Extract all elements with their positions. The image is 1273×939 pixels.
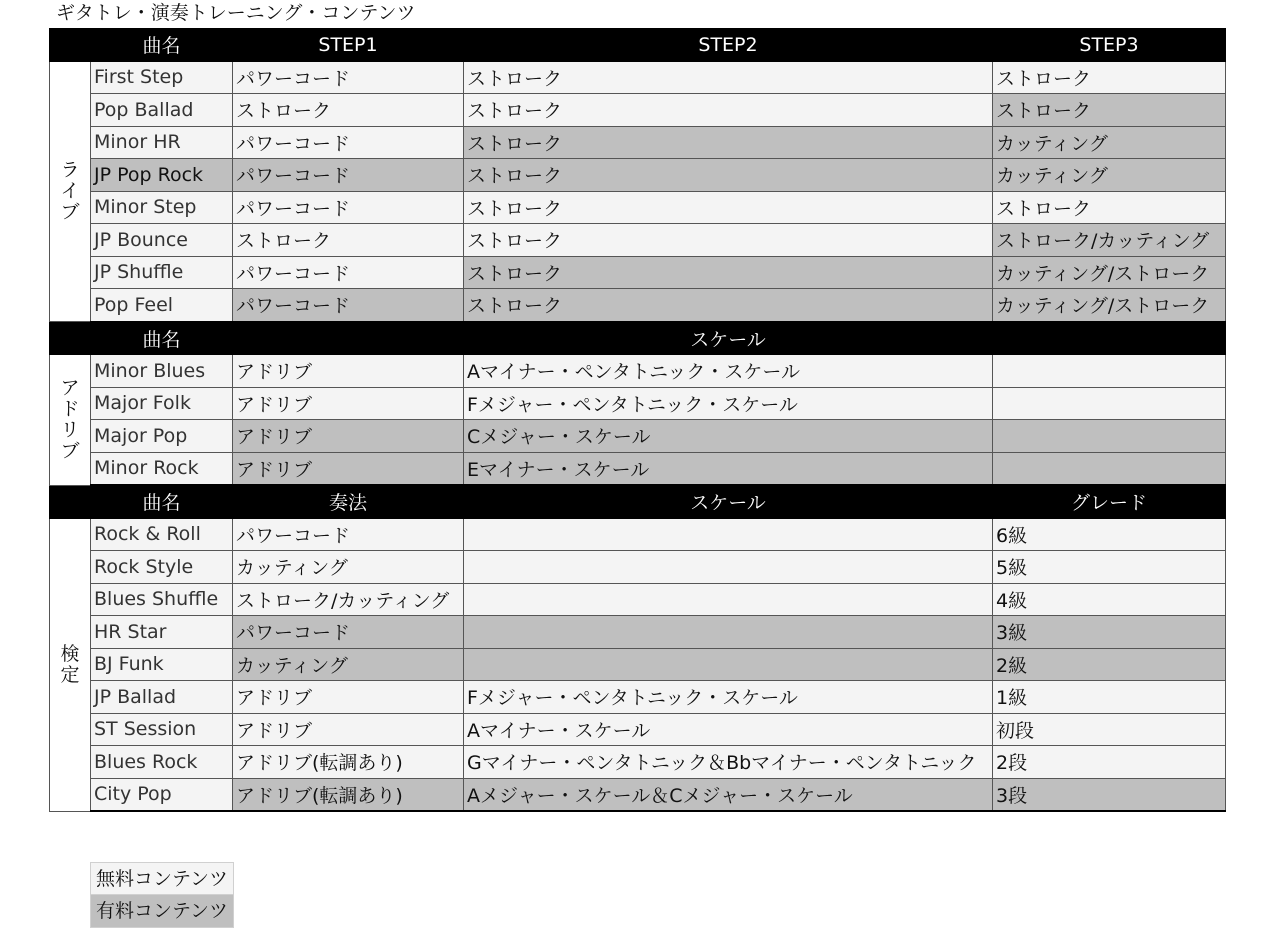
table-row [50, 289, 1226, 322]
group-label-text: アドリブ [60, 376, 80, 462]
col1-cell: パワーコード [233, 518, 464, 551]
col3-cell: 3段 [993, 778, 1226, 811]
col3-cell [993, 387, 1226, 420]
song-name-cell: BJ Funk [91, 648, 233, 681]
col3-cell [993, 452, 1226, 485]
table-row [50, 355, 1226, 388]
col2-cell: ストローク [464, 191, 993, 224]
table-row [50, 616, 1226, 649]
song-name-cell: Blues Rock [91, 746, 233, 779]
col3-cell: ストローク/カッティング [993, 224, 1226, 257]
col1-cell: パワーコード [233, 256, 464, 289]
col3-cell: 1級 [993, 681, 1226, 714]
col2-cell: Aマイナー・スケール [464, 713, 993, 746]
col1-cell: アドリブ(転調あり) [233, 746, 464, 779]
song-name-cell: JP Ballad [91, 681, 233, 714]
table-row [50, 713, 1226, 746]
song-name-cell: Major Folk [91, 387, 233, 420]
col1-cell: アドリブ [233, 713, 464, 746]
header-col1: 奏法 [233, 485, 464, 518]
table-row [50, 452, 1226, 485]
song-name-cell: JP Shuffle [91, 256, 233, 289]
col2-cell: Gマイナー・ペンタトニック＆Bbマイナー・ペンタトニック [464, 746, 993, 779]
table-row [50, 681, 1226, 714]
song-name-cell: Minor Step [91, 191, 233, 224]
col1-cell: ストローク/カッティング [233, 583, 464, 616]
song-name-cell: Minor Blues [91, 355, 233, 388]
col2-cell: ストローク [464, 224, 993, 257]
col2-cell: ストローク [464, 126, 993, 159]
header-col3 [993, 322, 1226, 355]
header-col1 [233, 322, 464, 355]
header-song: 曲名 [91, 485, 233, 518]
legend [90, 862, 234, 928]
col3-cell: カッティング [993, 159, 1226, 192]
table-row [50, 224, 1226, 257]
table-row [50, 518, 1226, 551]
col3-cell: ストローク [993, 191, 1226, 224]
content-table-body [50, 29, 1226, 812]
legend-free: 無料コンテンツ [90, 862, 234, 895]
song-name-cell: City Pop [91, 778, 233, 811]
header-col2: スケール [464, 485, 993, 518]
col1-cell: アドリブ [233, 387, 464, 420]
group-label [50, 61, 91, 322]
header-corner [50, 485, 91, 518]
song-name-cell: Rock & Roll [91, 518, 233, 551]
table-row [50, 61, 1226, 94]
header-song: 曲名 [91, 322, 233, 355]
table-row [50, 746, 1226, 779]
header-col2: STEP2 [464, 29, 993, 62]
header-col3: STEP3 [993, 29, 1226, 62]
col1-cell: パワーコード [233, 159, 464, 192]
legend-paid: 有料コンテンツ [90, 895, 234, 928]
col1-cell: パワーコード [233, 61, 464, 94]
col1-cell: カッティング [233, 551, 464, 584]
section-header-row [50, 322, 1226, 355]
col2-cell: Aマイナー・ペンタトニック・スケール [464, 355, 993, 388]
col3-cell: ストローク [993, 94, 1226, 127]
header-corner [50, 322, 91, 355]
section-header-row [50, 29, 1226, 62]
song-name-cell: Blues Shuffle [91, 583, 233, 616]
song-name-cell: Major Pop [91, 420, 233, 453]
col1-cell: ストローク [233, 94, 464, 127]
header-col2: スケール [464, 322, 993, 355]
col1-cell: アドリブ [233, 420, 464, 453]
song-name-cell: ST Session [91, 713, 233, 746]
col1-cell: アドリブ [233, 452, 464, 485]
col2-cell: ストローク [464, 61, 993, 94]
header-corner [50, 29, 91, 62]
table-row [50, 648, 1226, 681]
col1-cell: アドリブ(転調あり) [233, 778, 464, 811]
group-label [50, 355, 91, 486]
col2-cell: ストローク [464, 256, 993, 289]
col2-cell: ストローク [464, 159, 993, 192]
col1-cell: カッティング [233, 648, 464, 681]
col2-cell [464, 648, 993, 681]
col1-cell: アドリブ [233, 681, 464, 714]
col3-cell [993, 420, 1226, 453]
col2-cell: Fメジャー・ペンタトニック・スケール [464, 681, 993, 714]
song-name-cell: HR Star [91, 616, 233, 649]
col1-cell: パワーコード [233, 616, 464, 649]
col3-cell: 4級 [993, 583, 1226, 616]
header-song: 曲名 [91, 29, 233, 62]
col3-cell: カッティング [993, 126, 1226, 159]
table-row [50, 420, 1226, 453]
content-table [49, 28, 1226, 812]
col1-cell: パワーコード [233, 191, 464, 224]
col1-cell: アドリブ [233, 355, 464, 388]
col1-cell: パワーコード [233, 289, 464, 322]
col3-cell: カッティング/ストローク [993, 256, 1226, 289]
table-row [50, 256, 1226, 289]
group-label [50, 518, 91, 811]
col2-cell [464, 551, 993, 584]
table-row [50, 126, 1226, 159]
col2-cell: Fメジャー・ペンタトニック・スケール [464, 387, 993, 420]
group-label-text: ライブ [60, 158, 80, 223]
col3-cell: 6級 [993, 518, 1226, 551]
header-col1: STEP1 [233, 29, 464, 62]
table-row [50, 159, 1226, 192]
song-name-cell: First Step [91, 61, 233, 94]
song-name-cell: Minor HR [91, 126, 233, 159]
col1-cell: ストローク [233, 224, 464, 257]
col1-cell: パワーコード [233, 126, 464, 159]
col2-cell [464, 616, 993, 649]
table-row [50, 778, 1226, 811]
table-row [50, 191, 1226, 224]
col3-cell: 初段 [993, 713, 1226, 746]
table-row [50, 551, 1226, 584]
col3-cell: 2段 [993, 746, 1226, 779]
table-row [50, 387, 1226, 420]
song-name-cell: Pop Ballad [91, 94, 233, 127]
col2-cell: Cメジャー・スケール [464, 420, 993, 453]
col2-cell [464, 518, 993, 551]
col2-cell: Eマイナー・スケール [464, 452, 993, 485]
col2-cell [464, 583, 993, 616]
col2-cell: ストローク [464, 94, 993, 127]
col2-cell: Aメジャー・スケール＆Cメジャー・スケール [464, 778, 993, 811]
col3-cell: ストローク [993, 61, 1226, 94]
song-name-cell: Minor Rock [91, 452, 233, 485]
col3-cell: 5級 [993, 551, 1226, 584]
col3-cell [993, 355, 1226, 388]
header-col3: グレード [993, 485, 1226, 518]
col3-cell: 3級 [993, 616, 1226, 649]
song-name-cell: JP Bounce [91, 224, 233, 257]
col3-cell: 2級 [993, 648, 1226, 681]
section-header-row [50, 485, 1226, 518]
page-title: ギタトレ・演奏トレーニング・コンテンツ [56, 2, 416, 24]
table-row [50, 94, 1226, 127]
song-name-cell: Pop Feel [91, 289, 233, 322]
group-label-text: 検定 [60, 642, 80, 686]
col2-cell: ストローク [464, 289, 993, 322]
table-row [50, 583, 1226, 616]
song-name-cell: Rock Style [91, 551, 233, 584]
song-name-cell: JP Pop Rock [91, 159, 233, 192]
col3-cell: カッティング/ストローク [993, 289, 1226, 322]
